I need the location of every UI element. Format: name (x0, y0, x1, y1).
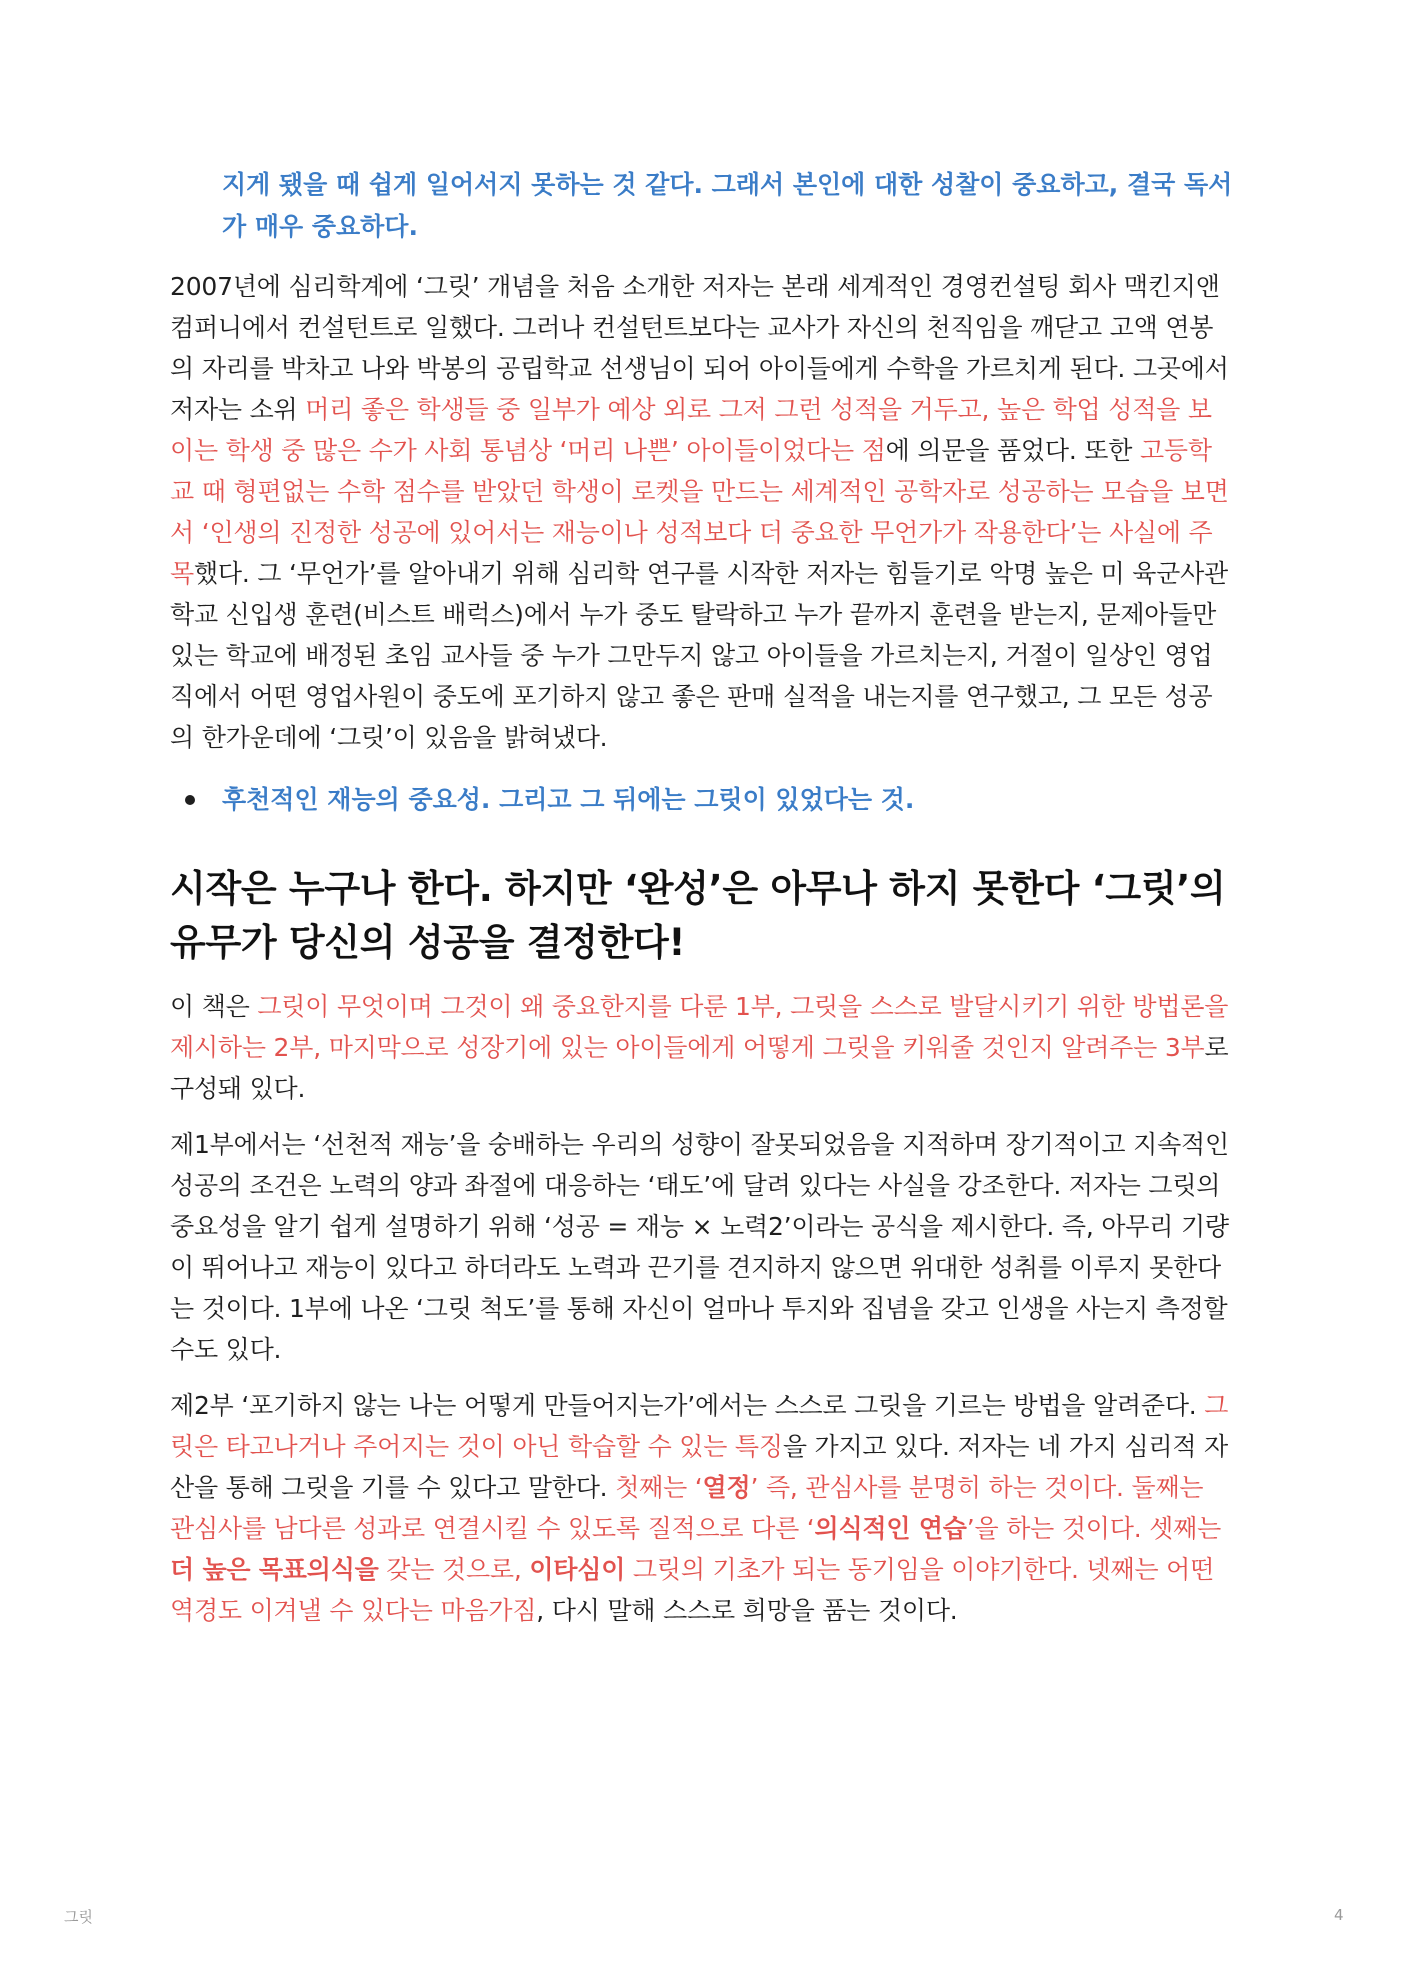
paragraph-part-one (170, 1124, 1234, 1370)
highlight-run: 머리 좋은 학생들 중 일부가 예상 외로 그저 그런 성적을 거두고, 높은 학업 성적을 보이는 학생 중 많은 수가 사회 통념상 ‘머리 나쁜’ 아이들이었다는 점 (170, 395, 1212, 465)
highlight-run: 그릿이 무엇이며 그것이 왜 중요한지를 다룬 1부, 그릿을 스스로 발달시키기 위한 방법론을 제시하는 2부, 마지막으로 성장기에 있는 아이들에게 어떻게 그릿을 키워줄 것인지 알려주는 3부 (170, 992, 1229, 1062)
text-run: 했다. 그 ‘무언가’를 알아내기 위해 심리학 연구를 시작한 저자는 힘들기로 악명 높은 미 육군사관학교 신입생 훈련(비스트 배럭스)에서 누가 중도 탈락하고 누가 끝까지 훈련을 받는지, 문제아들만 있는 학교에 배정된 초임 교사들 중 누가 그만두지 않고 아이들을 가르치는지, 거절이 일상인 영업직에서 어떤 영업사원이 중도에 포기하지 않고 좋은 판매 실적을 내는지를 연구했고, 그 모든 성공의 한가운데에 ‘그릿’이 있음을 밝혀냈다. (170, 559, 1229, 752)
section-heading: 시작은 누구나 한다. 하지만 ‘완성’은 아무나 하지 못한다 ‘그릿’의 유무가 당신의 성공을 결정한다! (170, 867, 1226, 964)
paragraph-author-background (170, 266, 1234, 758)
text-run: 이 책은 (170, 992, 258, 1021)
emphasis-run: 의식적인 연습 (814, 1514, 967, 1543)
highlight-run: 첫째는 ‘ (615, 1473, 703, 1502)
emphasis-run: 더 높은 목표의식을 (170, 1555, 379, 1584)
page-content (170, 164, 1234, 1646)
emphasis-run: 이타심이 (529, 1555, 626, 1584)
highlight-run: 갖는 것으로, (378, 1555, 530, 1584)
text-run: 에 의문을 품었다. 또한 (885, 436, 1140, 465)
emphasis-run: 열정 (702, 1473, 751, 1502)
bullet-item (222, 780, 1234, 820)
footer-page-number: 4 (1334, 1906, 1344, 1924)
highlight-quote: 지게 됐을 때 쉽게 일어서지 못하는 것 같다. 그래서 본인에 대한 성찰이 중요하고, 결국 독서가 매우 중요하다. (222, 170, 1233, 241)
highlight-run: 그릿은 타고나거나 주어지는 것이 아닌 학습할 수 있는 특징 (170, 1391, 1229, 1461)
paragraph-part-two (170, 1385, 1234, 1631)
text-run: 제2부 ‘포기하지 않는 나는 어떻게 만들어지는가’에서는 스스로 그릿을 기르는 방법을 알려준다. (170, 1391, 1205, 1420)
text-run: , 다시 말해 스스로 희망을 품는 것이다. (536, 1596, 958, 1625)
paragraph-book-structure (170, 986, 1234, 1109)
footer-book-title: 그릿 (64, 1908, 93, 1926)
highlight-run: 그릿의 기초가 되는 동기임을 이야기한다. 넷째는 어떤 역경도 이겨낼 수 있다는 마음가짐 (170, 1555, 1215, 1625)
highlight-run: ’을 하는 것이다. 셋째는 (966, 1514, 1222, 1543)
highlight-run: 고등학교 때 형편없는 수학 점수를 받았던 학생이 로켓을 만드는 세계적인 공학자로 성공하는 모습을 보면서 ‘인생의 진정한 성공에 있어서는 재능이나 성적보다 더 중요한 무언가가 작용한다’는 사실에 주목 (170, 436, 1229, 588)
text-run: 을 가지고 있다. 저자는 네 가지 심리적 자산을 통해 그릿을 기를 수 있다고 말한다. (170, 1432, 1229, 1502)
text-run: 로 구성돼 있다. (170, 1033, 1229, 1103)
bullet-text: 후천적인 재능의 중요성. 그리고 그 뒤에는 그릿이 있었다는 것. (222, 785, 915, 814)
text-run: 제1부에서는 ‘선천적 재능’을 숭배하는 우리의 성향이 잘못되었음을 지적하며 장기적이고 지속적인 성공의 조건은 노력의 양과 좌절에 대응하는 ‘태도’에 달려 있다는 사실을 강조한다. 저자는 그릿의 중요성을 알기 쉽게 설명하기 위해 ‘성공 = 재능 × 노력2’이라는 공식을 제시한다. 즉, 아무리 기량이 뛰어나고 재능이 있다고 하더라도 노력과 끈기를 견지하지 않으면 위대한 성취를 이루지 못한다는 것이다. 1부에 나온 ‘그릿 척도’를 통해 자신이 얼마나 투지와 집념을 갖고 인생을 사는지 측정할 수도 있다. (170, 1130, 1229, 1364)
highlight-run: ’ 즉, 관심사를 분명히 하는 것이다. 둘째는 관심사를 남다른 성과로 연결시킬 수 있도록 질적으로 다른 ‘ (170, 1473, 1204, 1543)
bullet-dot-icon (185, 795, 195, 805)
text-run: 2007년에 심리학계에 ‘그릿’ 개념을 처음 소개한 저자는 본래 세계적인 경영컨설팅 회사 맥킨지앤컴퍼니에서 컨설턴트로 일했다. 그러나 컨설턴트보다는 교사가 자신의 천직임을 깨닫고 고액 연봉의 자리를 박차고 나와 박봉의 공립학교 선생님이 되어 아이들에게 수학을 가르치게 된다. 그곳에서 저자는 소위 (170, 272, 1229, 424)
